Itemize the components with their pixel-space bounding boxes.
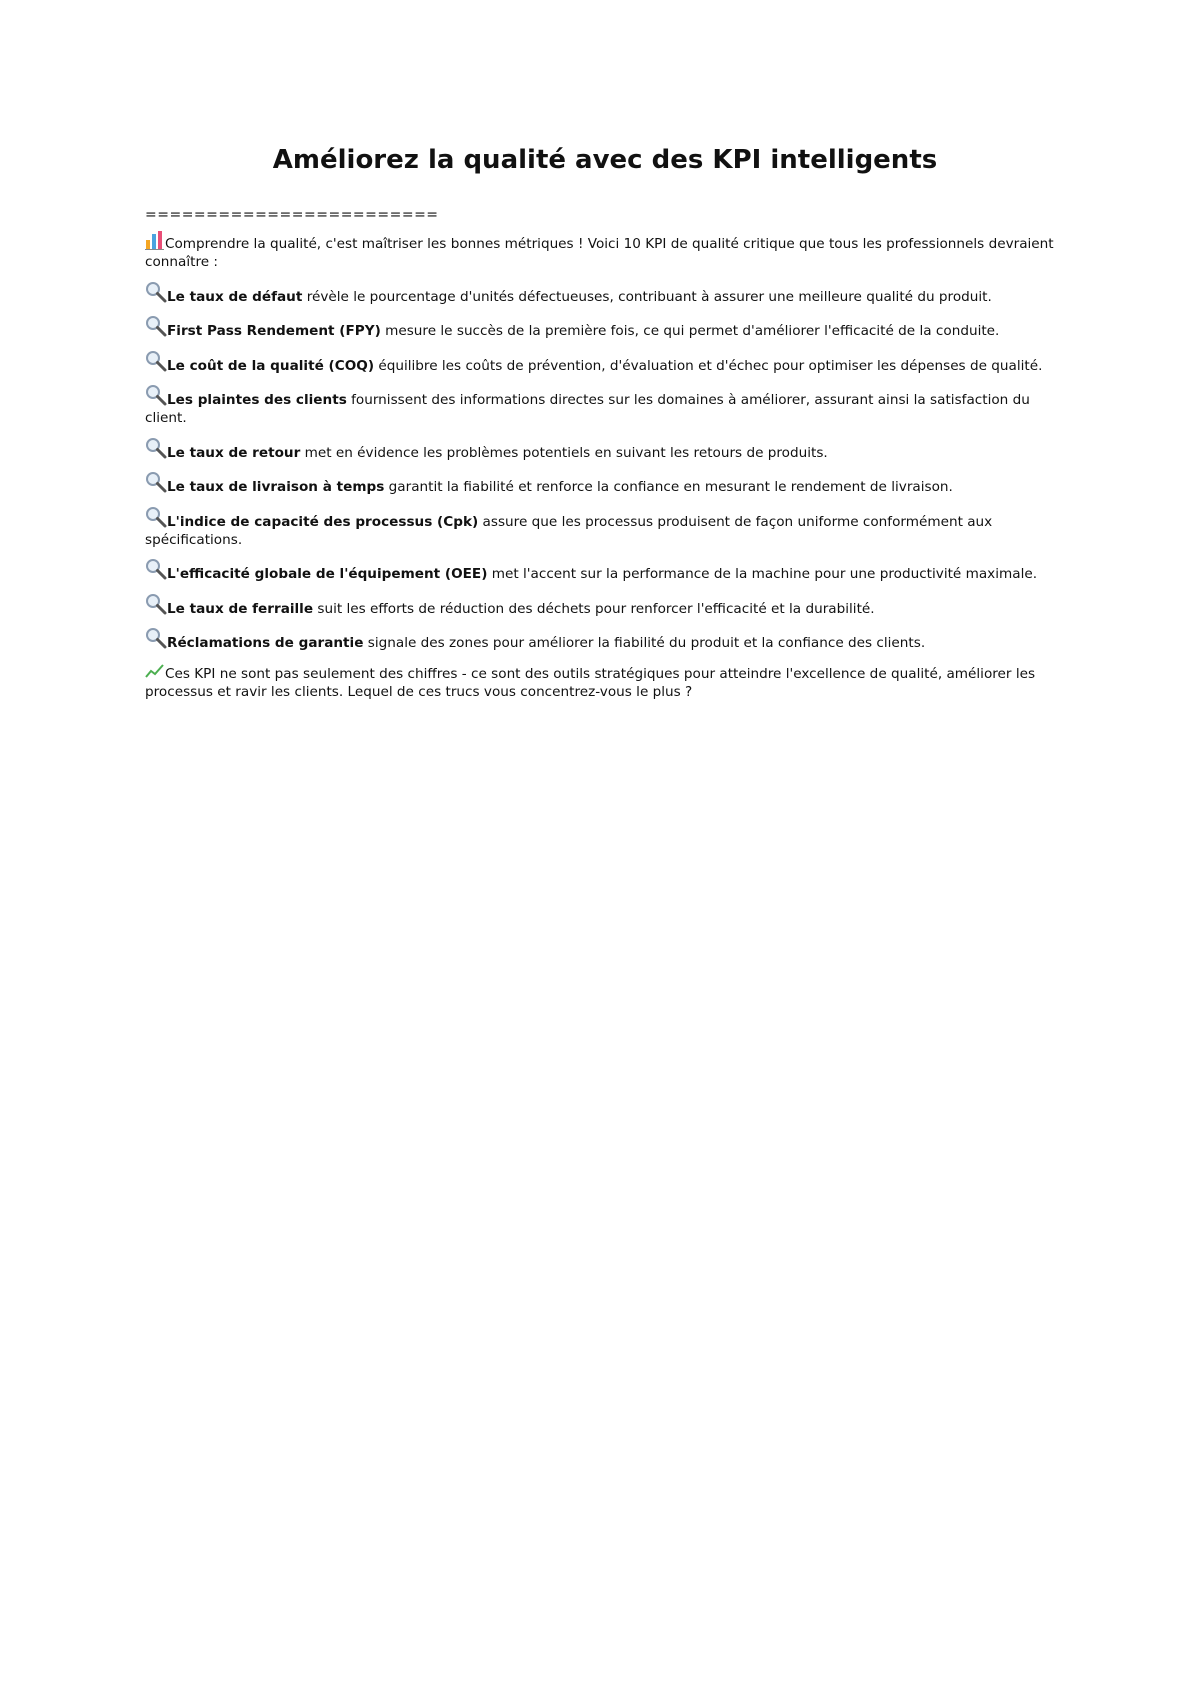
document-body: [145, 230, 1065, 710]
kpi-description: équilibre les coûts de prévention, d'évaluation et d'échec pour optimiser les dépenses de qualité.: [374, 357, 1043, 374]
title-underline-rule: ========================: [145, 207, 439, 223]
kpi-name: Le taux de défaut: [167, 288, 303, 305]
kpi-item: [145, 558, 1065, 583]
kpi-item: [145, 627, 1065, 652]
outro-text: Ces KPI ne sont pas seulement des chiffres - ce sont des outils stratégiques pour atteindre l'excellence de qualité, améliorer les processus et ravir les clients. Lequel de ces trucs vous concentrez-vous le plus ?: [145, 665, 1036, 700]
trend-chart-icon: [145, 662, 165, 680]
page-title: Améliorez la qualité avec des KPI intelligents: [272, 145, 938, 175]
kpi-item: [145, 437, 1065, 462]
intro-paragraph: [145, 230, 1065, 271]
kpi-description: révèle le pourcentage d'unités défectueuses, contribuant à assurer une meilleure qualité du produit.: [302, 288, 992, 305]
kpi-name: L'indice de capacité des processus (Cpk): [167, 513, 479, 530]
kpi-description: assure que les processus produisent de façon uniforme conformément aux spécifications.: [145, 513, 993, 548]
intro-text: Comprendre la qualité, c'est maîtriser les bonnes métriques ! Voici 10 KPI de qualité critique que tous les professionnels devraient connaître :: [145, 236, 1054, 270]
magnifier-icon: [145, 281, 167, 303]
kpi-item: [145, 315, 1065, 340]
kpi-item: [145, 593, 1065, 618]
kpi-name: L'efficacité globale de l'équipement (OEE): [167, 566, 488, 582]
kpi-description: fournissent des informations directes sur les domaines à améliorer, assurant ainsi la satisfaction du client.: [145, 392, 1030, 426]
magnifier-icon: [145, 315, 167, 337]
magnifier-icon: [145, 384, 167, 406]
kpi-description: signale des zones pour améliorer la fiabilité du produit et la confiance des clients.: [363, 635, 926, 651]
kpi-item: [145, 506, 1065, 549]
kpi-description: met en évidence les problèmes potentiels en suivant les retours de produits.: [300, 444, 828, 461]
kpi-list: [145, 281, 1065, 653]
kpi-item: [145, 384, 1065, 427]
magnifier-icon: [145, 350, 167, 372]
kpi-description: suit les efforts de réduction des déchets pour renforcer l'efficacité et la durabilité.: [313, 600, 875, 617]
magnifier-icon: [145, 471, 167, 493]
kpi-item: [145, 471, 1065, 496]
kpi-item: [145, 281, 1065, 306]
kpi-name: Le taux de retour: [167, 444, 301, 461]
kpi-name: Le taux de ferraille: [167, 600, 314, 617]
magnifier-icon: [145, 627, 167, 649]
magnifier-icon: [145, 437, 167, 459]
kpi-name: First Pass Rendement (FPY): [167, 323, 381, 339]
bar-chart-icon: [145, 230, 165, 250]
kpi-description: mesure le succès de la première fois, ce qui permet d'améliorer l'efficacité de la conduite.: [380, 323, 1000, 339]
magnifier-icon: [145, 593, 167, 615]
kpi-name: Réclamations de garantie: [167, 635, 364, 651]
kpi-name: Le coût de la qualité (COQ): [167, 357, 375, 374]
kpi-description: met l'accent sur la performance de la machine pour une productivité maximale.: [487, 566, 1038, 582]
kpi-description: garantit la fiabilité et renforce la confiance en mesurant le rendement de livraison.: [384, 479, 953, 495]
magnifier-icon: [145, 506, 167, 528]
outro-paragraph: [145, 662, 1065, 701]
kpi-item: [145, 350, 1065, 375]
kpi-name: Le taux de livraison à temps: [167, 479, 385, 495]
magnifier-icon: [145, 558, 167, 580]
kpi-name: Les plaintes des clients: [167, 392, 347, 408]
